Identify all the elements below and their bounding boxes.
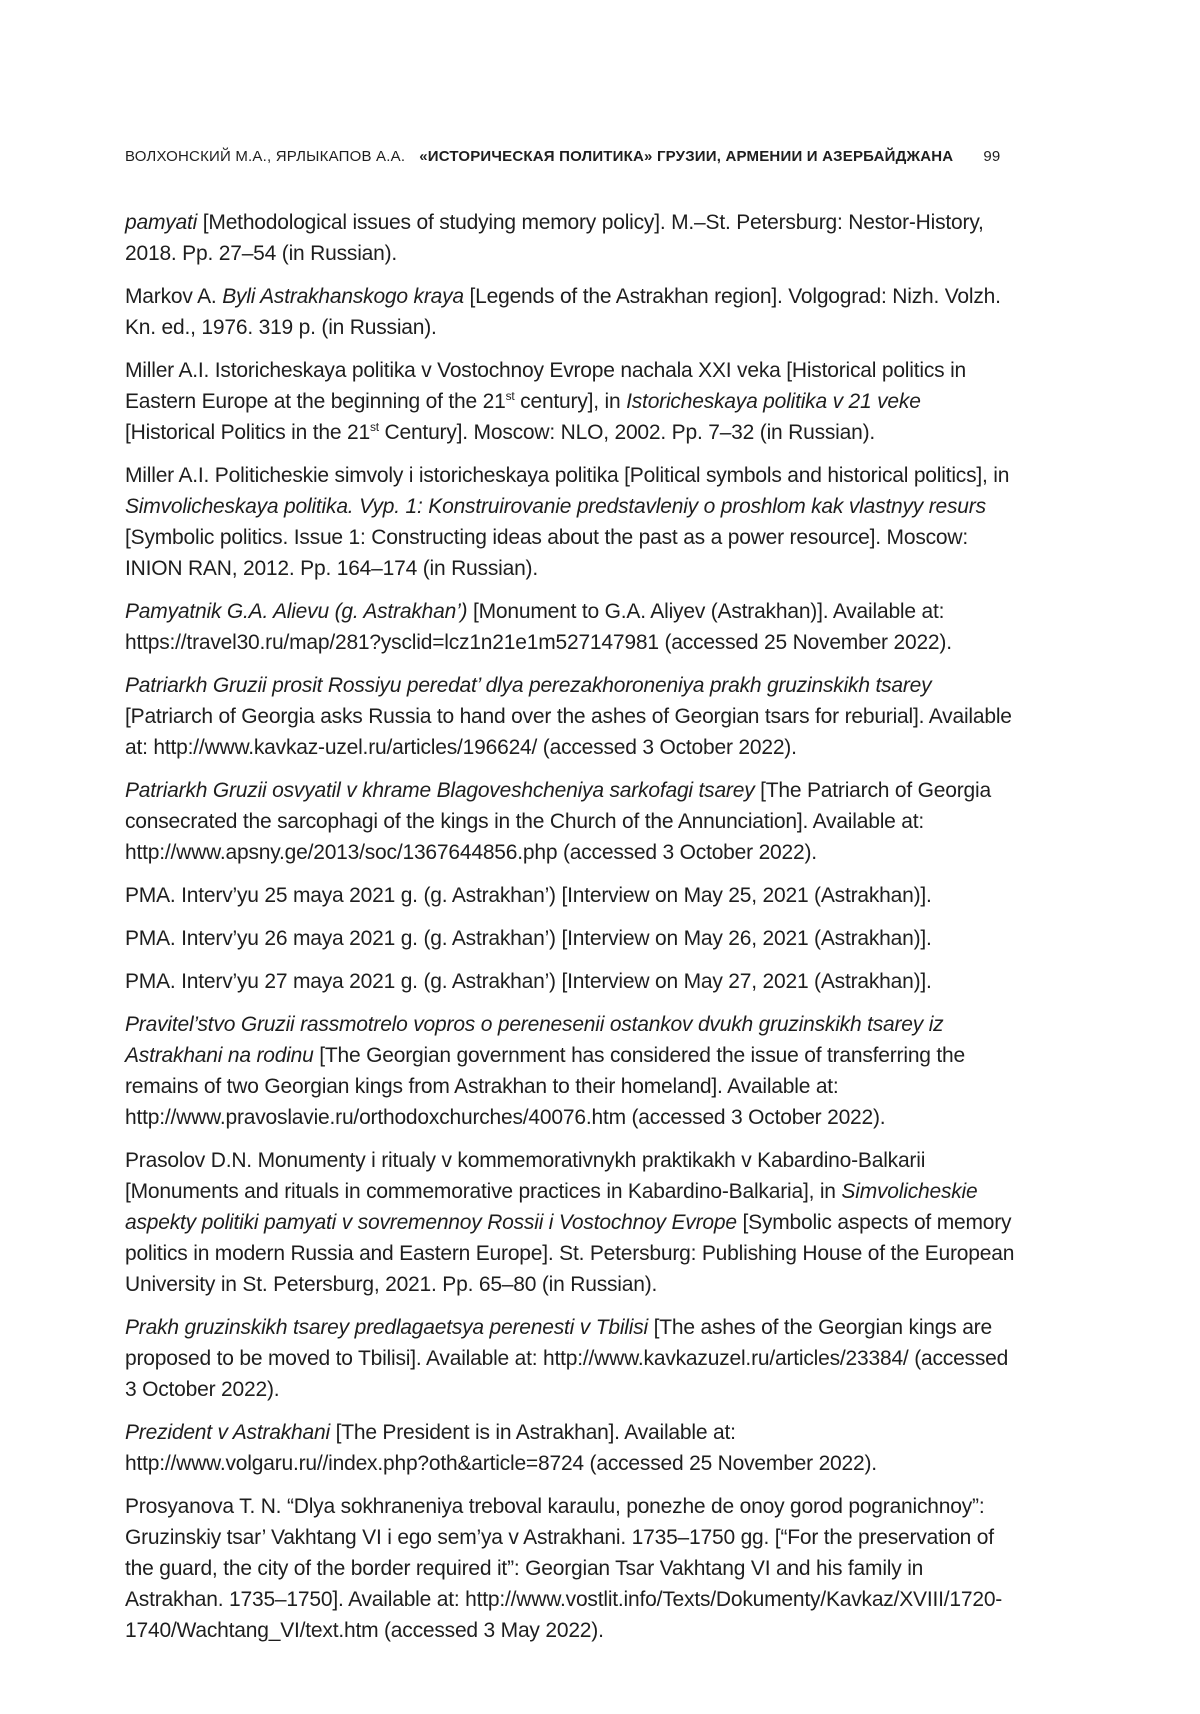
text-run: [Monument to G.A. Aliyev (Astrakhan)]. Available at: https://travel30.ru/map/281?ysclid=lcz1n21e1m527147981 (accessed 25 November 2022). [125, 600, 952, 654]
text-run: [Patriarch of Georgia asks Russia to hand over the ashes of Georgian tsars for reburial]. Available at: http://www.kavkaz-uzel.ru/articles/196624/ (accessed 3 October 2022). [125, 705, 1012, 759]
text-run: [The Patriarch of Georgia consecrated the sarcophagi of the kings in the Church of the Annunciation]. Available at: http://www.apsny.ge/2013/soc/1367644856.php (accessed 3 October 2022). [125, 779, 991, 864]
reference-entry [125, 460, 1015, 584]
text-run: [Legends of the Astrakhan region]. Volgograd: Nizh. Volzh. Kn. ed., 1976. 319 p. (in Russian). [125, 285, 1001, 339]
italic-run: Prakh gruzinskikh tsarey predlagaetsya perenesti v Tbilisi [125, 1316, 648, 1339]
italic-run: pamyati [125, 211, 198, 234]
superscript-run: st [505, 389, 515, 403]
text-run: Markov A. [125, 285, 223, 308]
reference-entry [125, 207, 1015, 269]
reference-entry [125, 670, 1015, 763]
reference-entry [125, 1009, 1015, 1133]
text-run: [Historical Politics in the 21 [125, 421, 370, 444]
text-run: Prasolov D.N. Monumenty i ritualy v kommemorativnykh praktikakh v Kabardino-Balkarii [Monuments and rituals in commemorative practices in Kabardino-Balkaria], in [125, 1149, 926, 1203]
superscript-run: st [369, 420, 379, 434]
italic-run: Prezident v Astrakhani [125, 1421, 330, 1444]
italic-run: Simvolicheskaya politika. Vyp. 1: Konstruirovanie predstavleniy o proshlom kak vlastnyy resurs [125, 495, 986, 518]
text-run: [The President is in Astrakhan]. Available at: http://www.volgaru.ru//index.php?oth&article=8724 (accessed 25 November 2022). [125, 1421, 877, 1475]
references-list [125, 207, 1015, 1646]
text-run: century], in [514, 390, 627, 413]
italic-run: Pravitel’stvo Gruzii rassmotrelo vopros o perenesenii ostankov dvukh gruzinskikh tsarey iz Astrakhani na rodinu [125, 1013, 944, 1067]
italic-run: Istoricheskaya politika v 21 veke [626, 390, 921, 413]
reference-entry [125, 596, 1015, 658]
header-authors: ВОЛХОНСКИЙ М.А., ЯРЛЫКАПОВ А.А. [125, 148, 406, 165]
text-run: PMA. Interv’yu 25 maya 2021 g. (g. Astrakhan’) [Interview on May 25, 2021 (Astrakhan)]. [125, 884, 932, 907]
text-run: Century]. Moscow: NLO, 2002. Pp. 7–32 (in Russian). [378, 421, 876, 444]
italic-run: Simvolicheskie aspekty politiki pamyati v sovremennoy Rossii i Vostochnoy Evrope [125, 1180, 978, 1234]
text-run: [The ashes of the Georgian kings are proposed to be moved to Tbilisi]. Available at: http://www.kavkazuzel.ru/articles/23384/ (accessed 3 October 2022). [125, 1316, 1009, 1401]
italic-run: Byli Astrakhanskogo kraya [222, 285, 464, 308]
text-run: Prosyanova T. N. “Dlya sokhraneniya treboval karaulu, ponezhe de onoy gorod pogranichnoy”: Gruzinskiy tsar’ Vakhtang VI i ego sem’ya v Astrakhani. 1735–1750 gg. [“For the preservation of the guard, the city of the border required it”: Georgian Tsar Vakhtang VI and his family in Astrakhan. 1735–1750]. Available at: http://www.vostlit.info/Texts/Dokumenty/Kavkaz/XVIII/1720-1740/Wachtang_VI/text.htm (accessed 3 May 2022). [125, 1495, 1003, 1642]
reference-entry [125, 923, 1015, 954]
running-header [125, 148, 1015, 165]
reference-entry [125, 775, 1015, 868]
page-number: 99 [983, 148, 1001, 165]
text-run: PMA. Interv’yu 27 maya 2021 g. (g. Astrakhan’) [Interview on May 27, 2021 (Astrakhan)]. [125, 970, 932, 993]
text-run: [Symbolic politics. Issue 1: Constructing ideas about the past as a power resource]. Moscow: INION RAN, 2012. Pp. 164–174 (in Russian). [125, 526, 969, 580]
header-title: «ИСТОРИЧЕСКАЯ ПОЛИТИКА» ГРУЗИИ, АРМЕНИИ И АЗЕРБАЙДЖАНА [419, 148, 954, 165]
text-run: Miller A.I. Istoricheskaya politika v Vostochnoy Evrope nachala XXI veka [Historical politics in Eastern Europe at the beginning of the 21 [125, 359, 967, 413]
reference-entry [125, 1491, 1015, 1646]
text-run: [Methodological issues of studying memory policy]. M.–St. Petersburg: Nestor-History, 2018. Pp. 27–54 (in Russian). [125, 211, 984, 265]
reference-entry [125, 880, 1015, 911]
text-run: Miller A.I. Politicheskie simvoly i istoricheskaya politika [Political symbols and historical politics], in [125, 464, 1010, 487]
reference-entry [125, 1417, 1015, 1479]
reference-entry [125, 1145, 1015, 1300]
reference-entry [125, 281, 1015, 343]
text-run: PMA. Interv’yu 26 maya 2021 g. (g. Astrakhan’) [Interview on May 26, 2021 (Astrakhan)]. [125, 927, 932, 950]
text-run: [The Georgian government has considered the issue of transferring the remains of two Georgian kings from Astrakhan to their homeland]. Available at: http://www.pravoslavie.ru/orthodoxchurches/40076.htm (accessed 3 October 2022). [125, 1044, 966, 1129]
reference-entry [125, 1312, 1015, 1405]
reference-entry [125, 966, 1015, 997]
italic-run: Patriarkh Gruzii osvyatil v khrame Blagoveshcheniya sarkofagi tsarey [125, 779, 755, 802]
text-run: [Symbolic aspects of memory politics in modern Russia and Eastern Europe]. St. Petersburg: Publishing House of the European University in St. Petersburg, 2021. Pp. 65–80 (in Russian). [125, 1211, 1015, 1296]
italic-run: Patriarkh Gruzii prosit Rossiyu peredat’ dlya perezakhoroneniya prakh gruzinskikh tsarey [125, 674, 932, 697]
reference-entry [125, 355, 1015, 448]
italic-run: Pamyatnik G.A. Alievu (g. Astrakhan’) [125, 600, 468, 623]
